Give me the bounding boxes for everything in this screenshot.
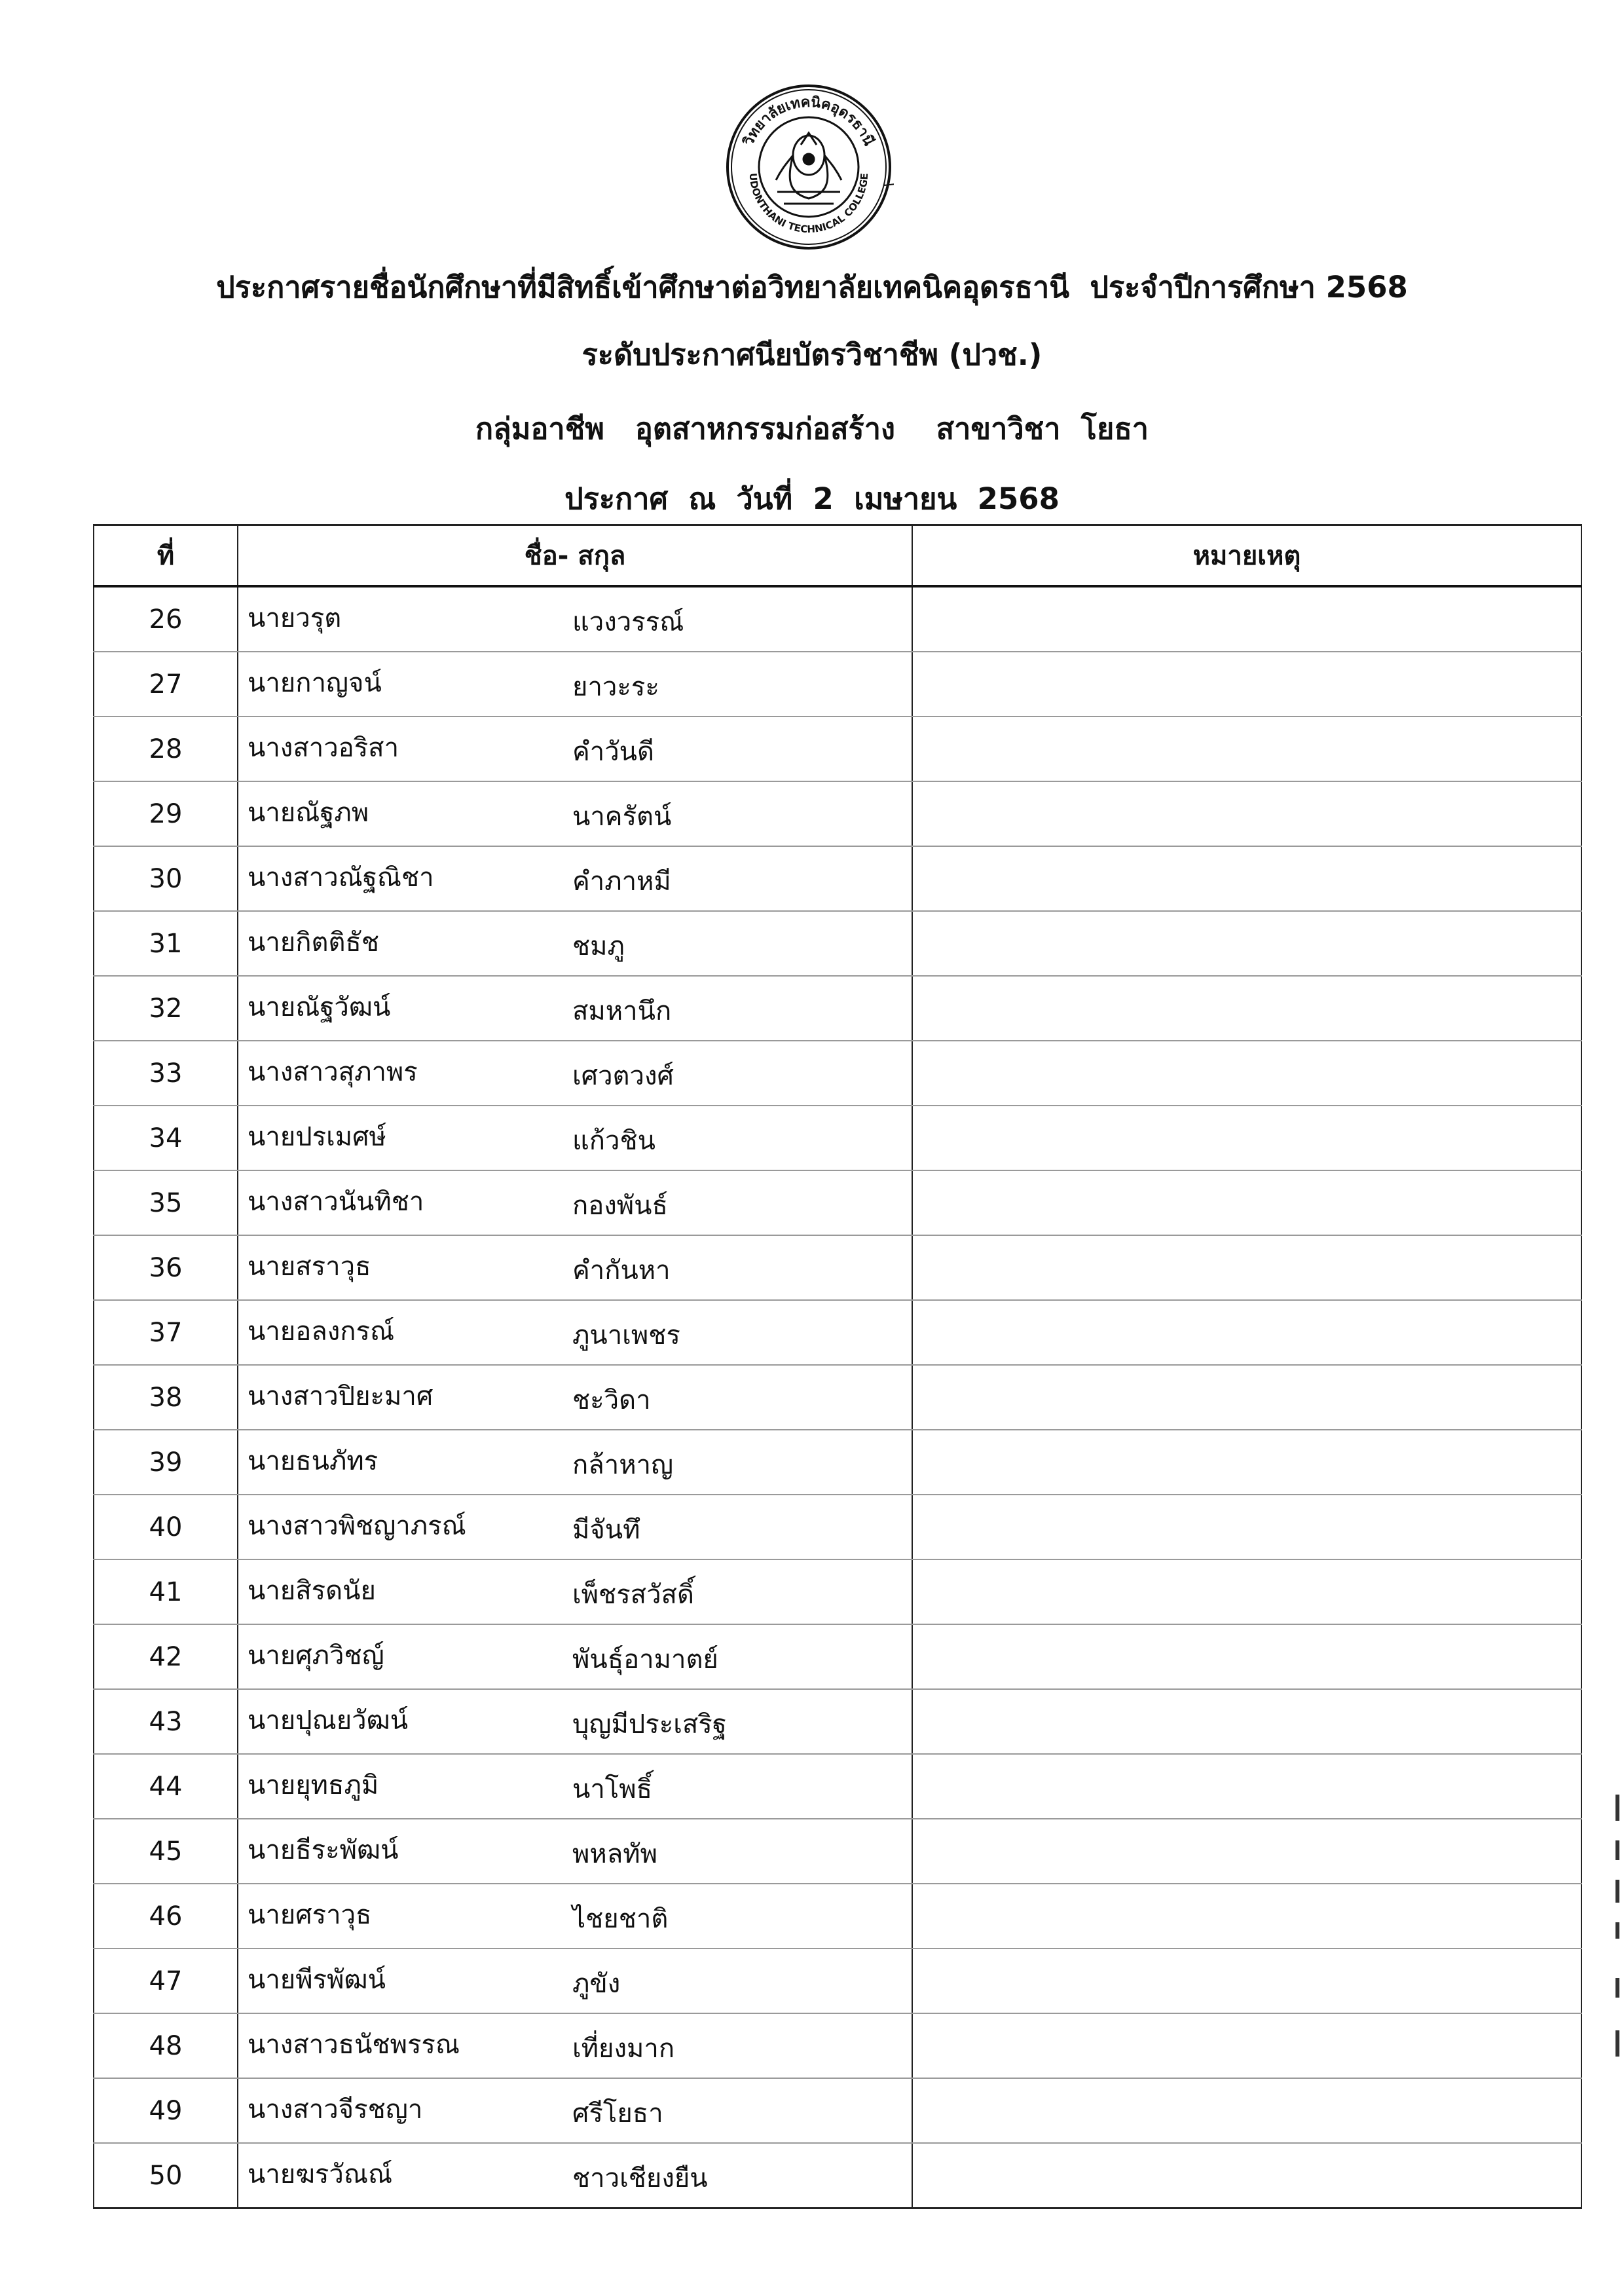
remark-cell bbox=[912, 1754, 1581, 1819]
name-cell-wrapper bbox=[238, 1171, 912, 1235]
student-last-name: ศรีโยธา bbox=[572, 2098, 663, 2129]
table-row bbox=[94, 1559, 1581, 1624]
row-number: 43 bbox=[94, 1689, 238, 1754]
table-row bbox=[94, 1300, 1581, 1365]
student-name-cell bbox=[238, 1235, 912, 1300]
remark-cell bbox=[912, 652, 1581, 717]
student-name-cell bbox=[238, 1948, 912, 2013]
row-number: 42 bbox=[94, 1624, 238, 1689]
row-number: 32 bbox=[94, 976, 238, 1041]
remark-cell bbox=[912, 1819, 1581, 1884]
student-last-name: ไชยชาติ bbox=[572, 1903, 669, 1934]
remark-cell bbox=[912, 1884, 1581, 1948]
remark-cell bbox=[912, 1170, 1581, 1235]
remark-cell bbox=[912, 1106, 1581, 1170]
remark-cell bbox=[912, 717, 1581, 781]
remark-cell bbox=[912, 1365, 1581, 1430]
student-last-name: สมหานึก bbox=[572, 996, 672, 1026]
student-first-name: นางสาวณัฐณิชา bbox=[248, 862, 434, 893]
table-row bbox=[94, 976, 1581, 1041]
student-first-name: นายกิตติธัช bbox=[248, 927, 379, 958]
name-cell-wrapper bbox=[238, 912, 912, 975]
student-last-name: มีจันทึ bbox=[572, 1514, 640, 1545]
remark-cell bbox=[912, 1041, 1581, 1106]
name-cell-wrapper bbox=[238, 1690, 912, 1753]
student-last-name: พันธุ์อามาตย์ bbox=[572, 1644, 718, 1675]
row-number: 46 bbox=[94, 1884, 238, 1948]
logo-top-text: วิทยาลัยเทคนิคอุดรธานี bbox=[740, 94, 877, 149]
row-number: 39 bbox=[94, 1430, 238, 1495]
student-name-cell bbox=[238, 1365, 912, 1430]
table-row bbox=[94, 1689, 1581, 1754]
row-number: 34 bbox=[94, 1106, 238, 1170]
name-cell-wrapper bbox=[238, 1819, 912, 1883]
student-first-name: นายพีรพัฒน์ bbox=[248, 1964, 386, 1995]
student-first-name: นางสาวพิชญาภรณ์ bbox=[248, 1510, 466, 1541]
remark-cell bbox=[912, 1235, 1581, 1300]
student-last-name: คำภาหมี bbox=[572, 866, 671, 897]
student-first-name: นางสาวปิยะมาศ bbox=[248, 1381, 434, 1411]
row-number: 35 bbox=[94, 1170, 238, 1235]
row-number: 44 bbox=[94, 1754, 238, 1819]
student-name-cell bbox=[238, 1624, 912, 1689]
scan-edge-marks bbox=[1614, 1781, 1621, 2109]
student-name-cell bbox=[238, 717, 912, 781]
remark-cell bbox=[912, 1495, 1581, 1559]
row-number: 47 bbox=[94, 1948, 238, 2013]
student-last-name: ชาวเชียงยืน bbox=[572, 2163, 708, 2193]
student-last-name: คำวันดี bbox=[572, 736, 654, 767]
student-last-name: ภูนาเพชร bbox=[572, 1320, 680, 1351]
student-name-cell bbox=[238, 1300, 912, 1365]
remark-cell bbox=[912, 1300, 1581, 1365]
student-name-cell bbox=[238, 976, 912, 1041]
student-first-name: นายฆรวัณณ์ bbox=[248, 2159, 393, 2190]
name-cell-wrapper bbox=[238, 847, 912, 910]
table-row bbox=[94, 586, 1581, 652]
student-last-name: นาโพธิ์ bbox=[572, 1774, 653, 1804]
student-last-name: พหลทัพ bbox=[572, 1838, 657, 1869]
student-last-name: เศวตวงศ์ bbox=[572, 1060, 674, 1091]
table-row bbox=[94, 717, 1581, 781]
name-cell-wrapper bbox=[238, 2144, 912, 2207]
remark-cell bbox=[912, 1559, 1581, 1624]
student-first-name: นายอลงกรณ์ bbox=[248, 1316, 395, 1347]
name-cell-wrapper bbox=[238, 782, 912, 846]
name-cell-wrapper bbox=[238, 1301, 912, 1364]
name-cell-wrapper bbox=[238, 652, 912, 716]
student-name-cell bbox=[238, 1884, 912, 1948]
row-number: 27 bbox=[94, 652, 238, 717]
table-row bbox=[94, 1106, 1581, 1170]
name-cell-wrapper bbox=[238, 1236, 912, 1299]
name-cell-wrapper bbox=[238, 1041, 912, 1105]
student-name-cell bbox=[238, 1430, 912, 1495]
row-number: 31 bbox=[94, 911, 238, 976]
remark-cell bbox=[912, 781, 1581, 846]
student-name-cell bbox=[238, 2013, 912, 2078]
row-number: 33 bbox=[94, 1041, 238, 1106]
name-cell-wrapper bbox=[238, 1430, 912, 1494]
announcement-title: ประกาศรายชื่อนักศึกษาที่มีสิทธิ์เข้าศึกษาต่อวิทยาลัยเทคนิคอุดรธานี ประจำปีการศึกษา 2568 bbox=[216, 270, 1408, 305]
table-header-row bbox=[94, 525, 1581, 587]
table-row bbox=[94, 652, 1581, 717]
student-first-name: นางสาวจีรชญา bbox=[248, 2094, 423, 2125]
remark-cell bbox=[912, 2013, 1581, 2078]
remark-cell bbox=[912, 1430, 1581, 1495]
table-row bbox=[94, 846, 1581, 911]
student-name-cell bbox=[238, 1106, 912, 1170]
student-last-name: คำกันหา bbox=[572, 1255, 671, 1286]
student-name-cell bbox=[238, 652, 912, 717]
student-name-cell bbox=[238, 1754, 912, 1819]
student-name-cell bbox=[238, 586, 912, 652]
column-header-name: ชื่อ- สกุล bbox=[238, 525, 912, 587]
name-cell-wrapper bbox=[238, 717, 912, 781]
student-first-name: นายปุณยวัฒน์ bbox=[248, 1705, 409, 1736]
name-cell-wrapper bbox=[238, 1560, 912, 1624]
student-first-name: นางสาวธนัชพรรณ bbox=[248, 2029, 460, 2060]
row-number: 29 bbox=[94, 781, 238, 846]
student-first-name: นายธีระพัฒน์ bbox=[248, 1835, 399, 1865]
college-seal-logo bbox=[724, 82, 894, 252]
name-cell-wrapper bbox=[238, 1366, 912, 1429]
student-first-name: นางสาวสุภาพร bbox=[248, 1056, 418, 1087]
student-last-name: ชมภู bbox=[572, 931, 625, 961]
student-last-name: กองพันธ์ bbox=[572, 1190, 668, 1221]
name-cell-wrapper bbox=[238, 2079, 912, 2142]
student-first-name: นางสาวอริสา bbox=[248, 732, 399, 763]
name-cell-wrapper bbox=[238, 1755, 912, 1818]
column-header-no: ที่ bbox=[94, 525, 238, 587]
row-number: 45 bbox=[94, 1819, 238, 1884]
student-name-cell bbox=[238, 1689, 912, 1754]
table-row bbox=[94, 2078, 1581, 2143]
name-cell-wrapper bbox=[238, 1106, 912, 1170]
table-row bbox=[94, 1235, 1581, 1300]
table-row bbox=[94, 1041, 1581, 1106]
table-row bbox=[94, 1365, 1581, 1430]
student-name-cell bbox=[238, 2078, 912, 2143]
student-last-name: กล้าหาญ bbox=[572, 1449, 674, 1480]
student-first-name: นายวรุต bbox=[248, 603, 342, 633]
remark-cell bbox=[912, 911, 1581, 976]
student-first-name: นางสาวนันทิชา bbox=[248, 1186, 424, 1217]
remark-cell bbox=[912, 2078, 1581, 2143]
student-first-name: นายกาญจน์ bbox=[248, 667, 382, 698]
student-first-name: นายปรเมศษ์ bbox=[248, 1121, 386, 1152]
remark-cell bbox=[912, 976, 1581, 1041]
table-row bbox=[94, 1495, 1581, 1559]
row-number: 50 bbox=[94, 2143, 238, 2209]
row-number: 36 bbox=[94, 1235, 238, 1300]
table-row bbox=[94, 2013, 1581, 2078]
student-last-name: ชะวิดา bbox=[572, 1385, 651, 1415]
student-last-name: ภูขัง bbox=[572, 1968, 621, 1999]
student-name-cell bbox=[238, 846, 912, 911]
student-name-cell bbox=[238, 1170, 912, 1235]
table-row bbox=[94, 1948, 1581, 2013]
student-first-name: นายณัฐวัฒน์ bbox=[248, 992, 391, 1022]
logo-bottom-text: UDONTHANI TECHNICAL COLLEGE bbox=[747, 172, 871, 236]
announcement-date: ประกาศ ณ วันที่ 2 เมษายน 2568 bbox=[564, 481, 1060, 516]
row-number: 26 bbox=[94, 586, 238, 652]
table-row bbox=[94, 1624, 1581, 1689]
student-last-name: นาครัตน์ bbox=[572, 801, 672, 832]
column-header-note: หมายเหตุ bbox=[912, 525, 1581, 587]
row-number: 28 bbox=[94, 717, 238, 781]
row-number: 41 bbox=[94, 1559, 238, 1624]
remark-cell bbox=[912, 586, 1581, 652]
student-first-name: นายศุภวิชญ์ bbox=[248, 1640, 384, 1671]
student-last-name: ยาวะระ bbox=[572, 671, 659, 702]
student-roster-table bbox=[93, 524, 1582, 2209]
table-row bbox=[94, 911, 1581, 976]
row-number: 48 bbox=[94, 2013, 238, 2078]
student-name-cell bbox=[238, 1495, 912, 1559]
education-level: ระดับประกาศนียบัตรวิชาชีพ (ปวช.) bbox=[581, 337, 1043, 372]
student-first-name: นายสราวุธ bbox=[248, 1251, 371, 1282]
table-row bbox=[94, 1884, 1581, 1948]
name-cell-wrapper bbox=[238, 2014, 912, 2078]
student-name-cell bbox=[238, 1559, 912, 1624]
student-last-name: แก้วชิน bbox=[572, 1125, 655, 1156]
row-number: 37 bbox=[94, 1300, 238, 1365]
student-name-cell bbox=[238, 911, 912, 976]
student-last-name: เพ็ชรสวัสดิ์ bbox=[572, 1579, 694, 1610]
student-name-cell bbox=[238, 1819, 912, 1884]
remark-cell bbox=[912, 846, 1581, 911]
student-name-cell bbox=[238, 2143, 912, 2209]
remark-cell bbox=[912, 2143, 1581, 2209]
name-cell-wrapper bbox=[238, 587, 912, 651]
occupation-group-and-major: กลุ่มอาชีพ อุตสาหกรรมก่อสร้าง สาขาวิชา โยธา bbox=[475, 411, 1149, 446]
table-row bbox=[94, 1754, 1581, 1819]
table-row bbox=[94, 2143, 1581, 2209]
name-cell-wrapper bbox=[238, 1625, 912, 1688]
name-cell-wrapper bbox=[238, 977, 912, 1040]
student-last-name: บุญมีประเสริฐ bbox=[572, 1709, 727, 1740]
student-first-name: นายสิรดนัย bbox=[248, 1575, 376, 1606]
student-name-cell bbox=[238, 781, 912, 846]
row-number: 38 bbox=[94, 1365, 238, 1430]
row-number: 40 bbox=[94, 1495, 238, 1559]
table-row bbox=[94, 1170, 1581, 1235]
student-first-name: นายธนภัทร bbox=[248, 1445, 378, 1476]
table-row bbox=[94, 781, 1581, 846]
row-number: 30 bbox=[94, 846, 238, 911]
student-last-name: แวงวรรณ์ bbox=[572, 606, 684, 637]
table-row bbox=[94, 1819, 1581, 1884]
row-number: 49 bbox=[94, 2078, 238, 2143]
name-cell-wrapper bbox=[238, 1884, 912, 1948]
table-row bbox=[94, 1430, 1581, 1495]
student-first-name: นายณัฐภพ bbox=[248, 797, 369, 828]
name-cell-wrapper bbox=[238, 1495, 912, 1559]
student-name-cell bbox=[238, 1041, 912, 1106]
remark-cell bbox=[912, 1689, 1581, 1754]
remark-cell bbox=[912, 1624, 1581, 1689]
name-cell-wrapper bbox=[238, 1949, 912, 2013]
student-first-name: นายศราวุธ bbox=[248, 1899, 372, 1930]
student-last-name: เที่ยงมาก bbox=[572, 2033, 675, 2064]
seal-emblem-icon bbox=[776, 133, 841, 204]
remark-cell bbox=[912, 1948, 1581, 2013]
student-first-name: นายยุทธภูมิ bbox=[248, 1770, 379, 1800]
